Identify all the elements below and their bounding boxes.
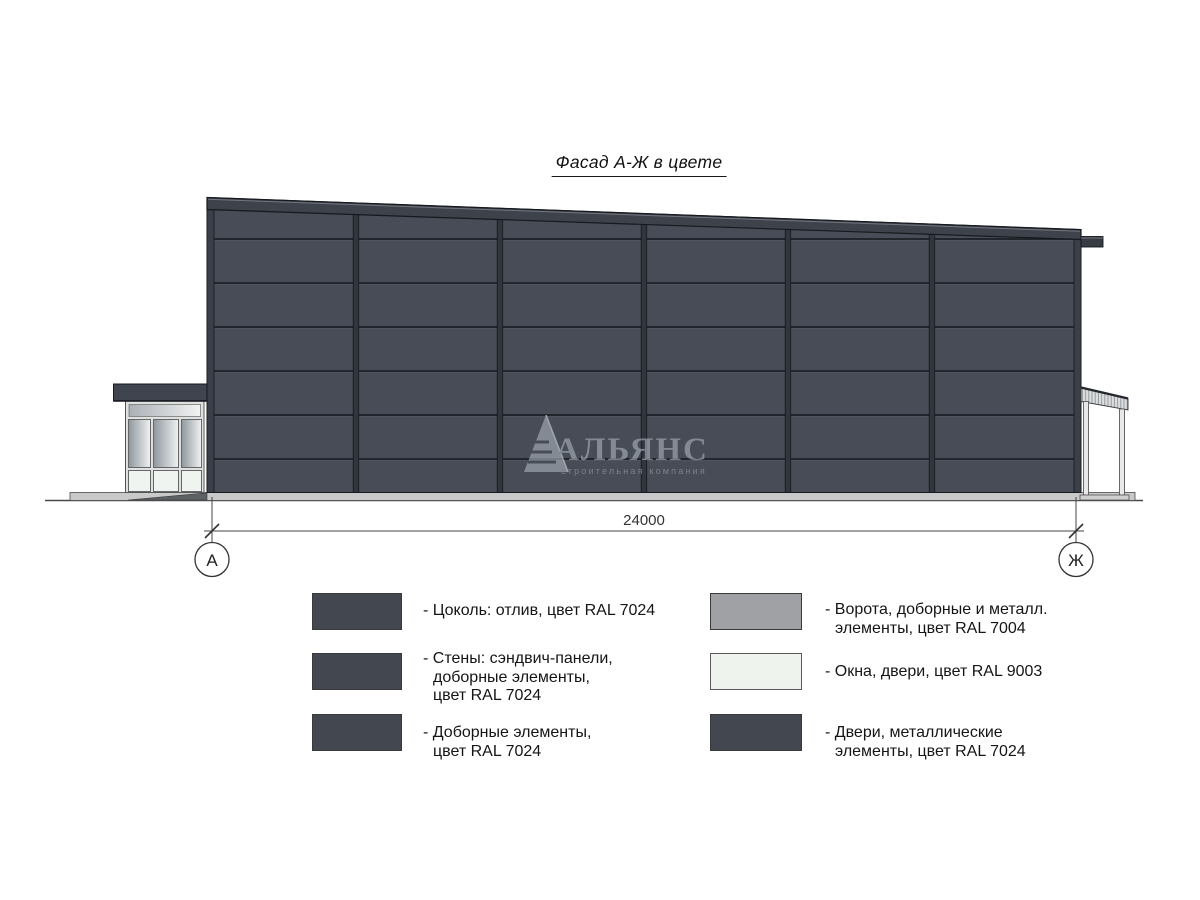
entrance-glass-panels (129, 420, 202, 468)
canopy-post-left (1084, 402, 1089, 496)
legend-swatch-gates (710, 593, 802, 630)
legend-text-windows: - Окна, двери, цвет RAL 9003 (825, 663, 1043, 680)
page-title: Фасад А-Ж в цвете (552, 152, 727, 177)
legend-text-doors: - Двери, металлические элементы, цвет RAL 7024 (825, 724, 1026, 760)
legend-text-flashings: - Доборные элементы, цвет RAL 7024 (423, 724, 592, 760)
axis-label-zh: Ж (1068, 551, 1084, 570)
legend-swatch-windows (710, 653, 802, 690)
legend-swatch-walls (312, 653, 402, 690)
left-corner-trim (207, 210, 214, 493)
right-corner-trim (1074, 239, 1081, 493)
sidewalk-strip (70, 493, 1135, 501)
dimension-value: 24000 (623, 512, 665, 529)
axis-label-a: А (206, 551, 218, 570)
entrance-bottom-panels (129, 471, 202, 492)
legend-swatch-plinth (312, 593, 402, 630)
watermark-title: АЛЬЯНС (555, 432, 709, 468)
legend-text-plinth: - Цоколь: отлив, цвет RAL 7024 (423, 602, 656, 619)
legend-swatch-doors (710, 714, 802, 751)
canopy-post-right (1120, 409, 1125, 495)
transom-window (129, 405, 201, 417)
legend-swatch-flashings (312, 714, 402, 751)
canopy-base (1080, 495, 1129, 500)
legend-text-gates: - Ворота, доборные и металл. элементы, цвет RAL 7004 (825, 601, 1048, 637)
watermark-subtitle: строительная компания (561, 466, 707, 476)
legend-text-walls: - Стены: сэндвич-панели, доборные элементы, цвет RAL 7024 (423, 650, 613, 705)
entrance-canopy (114, 384, 208, 401)
